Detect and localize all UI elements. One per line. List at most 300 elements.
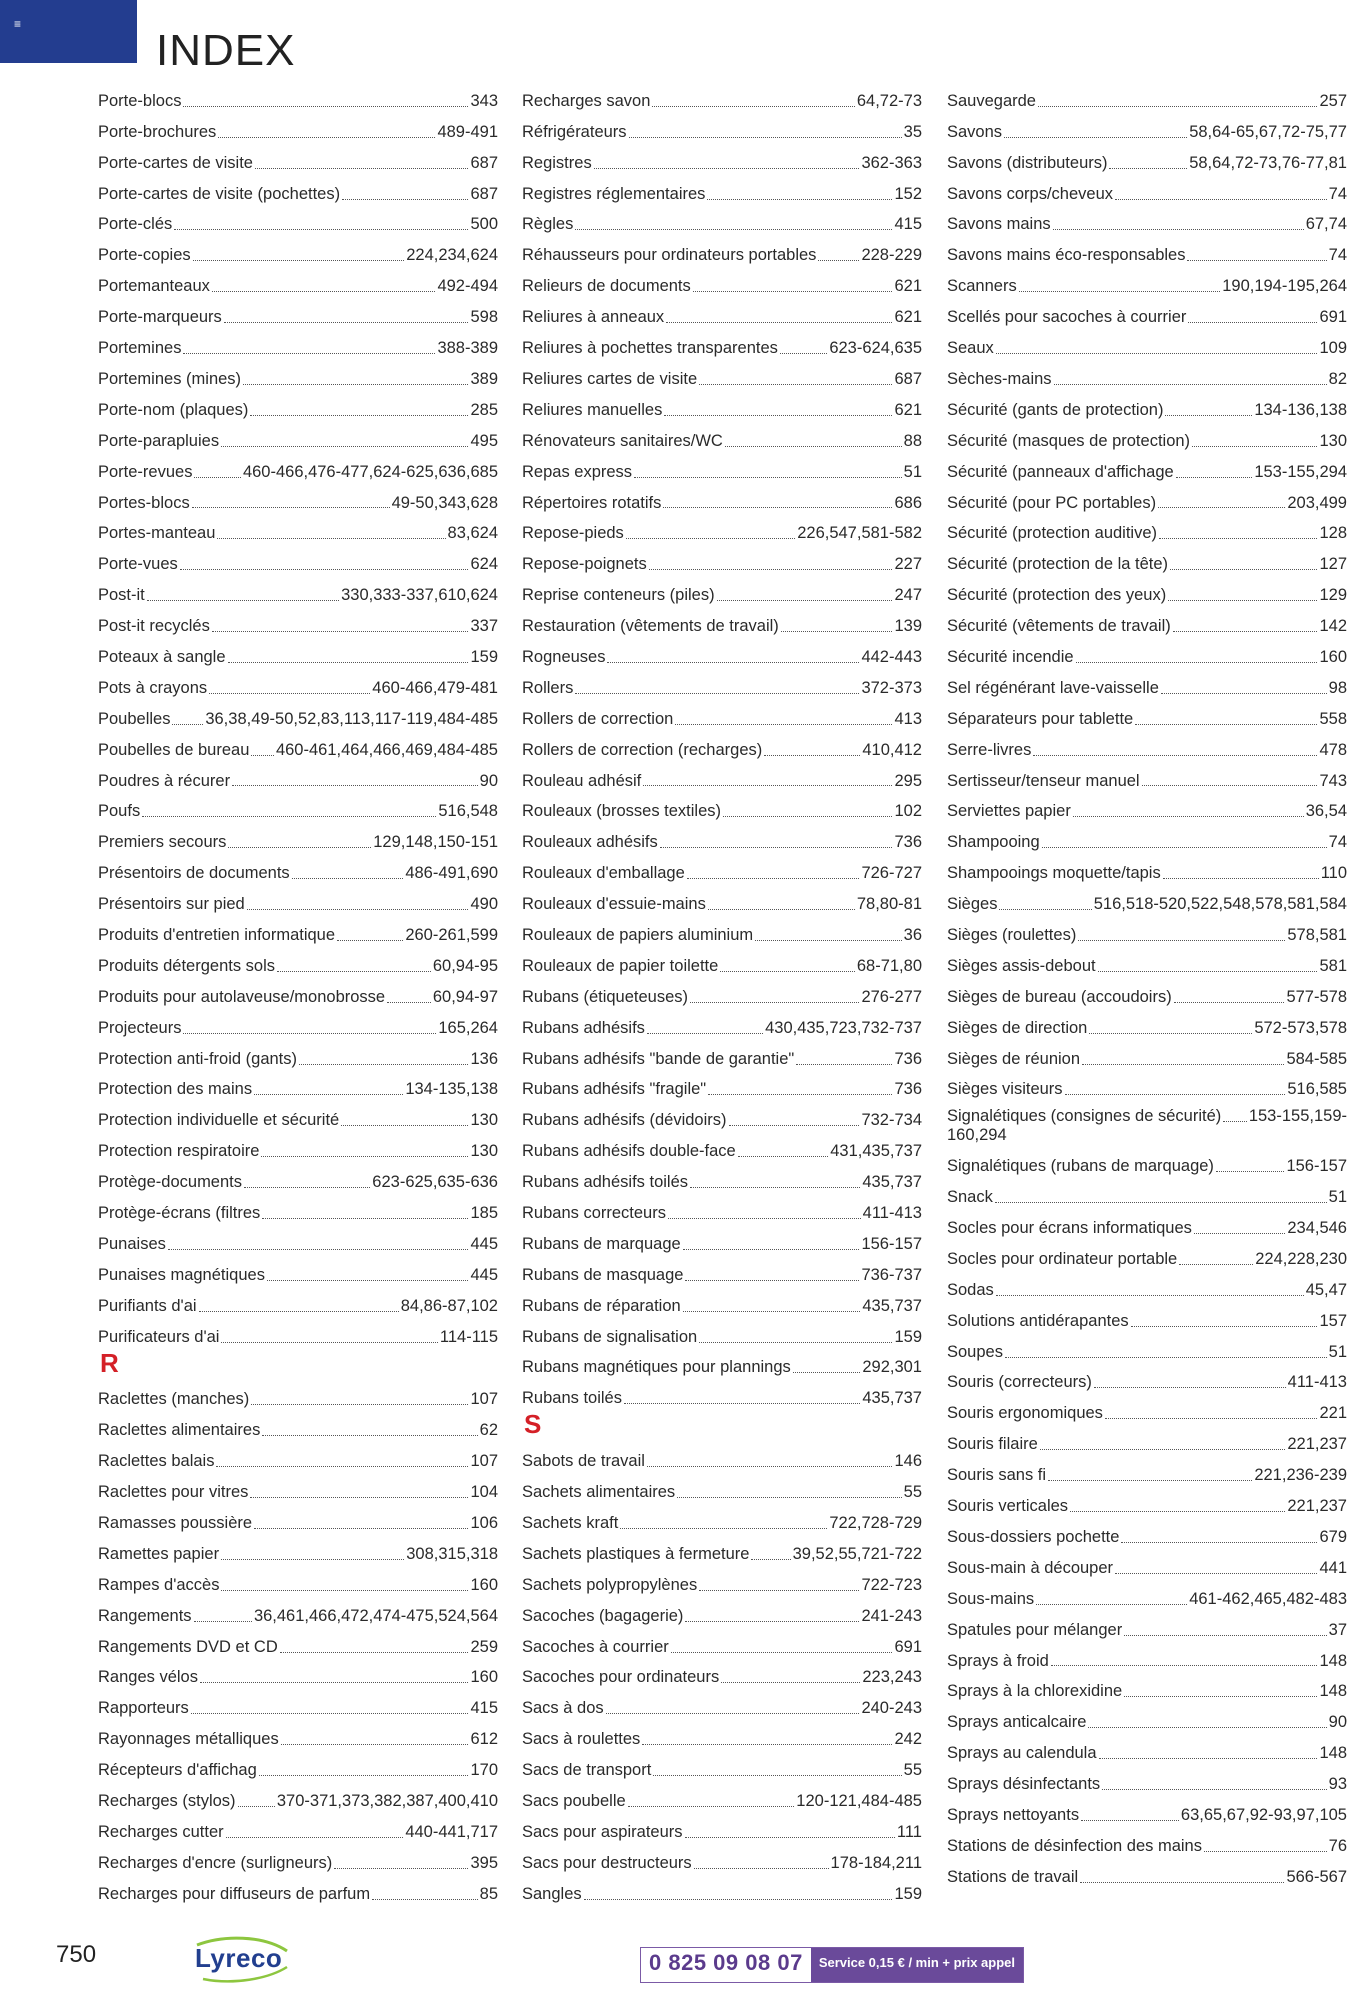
entry-term: Protection anti-froid (gants) — [98, 1049, 298, 1068]
entry-pages: 227 — [894, 555, 922, 574]
entry-term: Sauvegarde — [947, 91, 1036, 110]
entry-term: Savons — [947, 122, 1003, 141]
entry-term: Rouleaux de papiers aluminium — [522, 925, 754, 944]
dot-leader — [995, 1202, 1327, 1203]
dot-leader — [221, 1559, 404, 1560]
entry-pages: 516,548 — [438, 802, 498, 821]
entry-term: Raclettes balais — [98, 1452, 215, 1471]
index-entry — [947, 1269, 1347, 1300]
dot-leader — [606, 1713, 860, 1714]
index-entry — [947, 482, 1347, 513]
dot-leader — [1088, 1727, 1326, 1728]
dot-leader — [232, 785, 478, 786]
entry-term: Portemanteaux — [98, 277, 210, 296]
dot-leader — [755, 940, 902, 941]
entry-term: Sel régénérant lave-vaisselle — [947, 678, 1159, 697]
entry-term: Protège-écrans (filtres — [98, 1203, 261, 1222]
index-entry — [98, 1038, 498, 1069]
dot-leader — [250, 415, 468, 416]
entry-pages: 185 — [470, 1203, 498, 1222]
entry-term: Seaux — [947, 339, 994, 358]
index-entry — [947, 1609, 1347, 1640]
entry-term: Recharges pour diffuseurs de parfum — [98, 1884, 371, 1903]
entry-pages: 736 — [894, 1049, 922, 1068]
dot-leader — [218, 137, 435, 138]
index-entry — [522, 1223, 922, 1254]
index-entry — [98, 173, 498, 204]
index-entry — [522, 1038, 922, 1069]
dot-leader — [1115, 199, 1327, 200]
dot-leader — [1051, 1665, 1318, 1666]
dot-leader — [221, 446, 468, 447]
dot-leader — [1042, 847, 1327, 848]
entry-pages: 413 — [894, 709, 922, 728]
entry-pages: 58,64-65,67,72-75,77 — [1189, 122, 1347, 141]
dot-leader — [254, 1094, 403, 1095]
dot-leader — [643, 785, 892, 786]
entry-pages: 62 — [479, 1421, 498, 1440]
entry-term: Poubelles — [98, 709, 171, 728]
index-entry — [522, 883, 922, 914]
entry-term: Sécurité (masques de protection) — [947, 431, 1191, 450]
entry-pages: 736-737 — [861, 1265, 922, 1284]
index-entry — [98, 1440, 498, 1471]
dot-leader — [1142, 785, 1318, 786]
dot-leader — [1163, 878, 1319, 879]
entry-term: Sécurité (pour PC portables) — [947, 493, 1157, 512]
entry-term: Sécurité (protection de la tête) — [947, 555, 1169, 574]
index-entry — [947, 1362, 1347, 1393]
index-entry — [98, 729, 498, 760]
dot-leader — [1187, 260, 1326, 261]
entry-pages: 260-261,599 — [405, 925, 498, 944]
entry-term: Sacs de transport — [522, 1761, 652, 1780]
entry-term: Shampooings moquette/tapis — [947, 864, 1161, 883]
entry-pages: 516,585 — [1287, 1080, 1347, 1099]
entry-term: Rubans magnétiques pour plannings — [522, 1358, 791, 1377]
entry-pages: 106 — [470, 1514, 498, 1532]
dot-leader — [280, 1652, 469, 1653]
index-entry — [522, 729, 922, 760]
entry-pages: 221,237 — [1287, 1435, 1347, 1454]
dot-leader — [663, 507, 892, 508]
entry-pages: 500 — [470, 215, 498, 234]
entry-pages: 130 — [470, 1111, 498, 1130]
entry-pages: 442-443 — [861, 647, 922, 666]
index-entry — [947, 1038, 1347, 1069]
dot-leader — [647, 1466, 893, 1467]
index-entry — [947, 605, 1347, 636]
dot-leader — [172, 724, 203, 725]
entry-pages: 82 — [1328, 369, 1347, 388]
index-entry — [98, 1842, 498, 1873]
phone-number: 0 825 09 08 07 — [641, 1948, 811, 1982]
entry-pages: 223,243 — [862, 1668, 922, 1687]
dot-leader — [217, 538, 445, 539]
dot-leader — [281, 1744, 469, 1745]
entry-pages: 395 — [470, 1853, 498, 1872]
logo-text: Lyreco — [195, 1943, 283, 1973]
entry-pages: 224,228,230 — [1255, 1249, 1347, 1268]
index-entry — [98, 1595, 498, 1626]
index-entry — [98, 1069, 498, 1100]
entry-term: Sprays à froid — [947, 1651, 1049, 1670]
entry-pages: 221 — [1319, 1404, 1347, 1423]
entry-term: Porte-parapluies — [98, 431, 220, 450]
dot-leader — [193, 260, 405, 261]
entry-term: Sprays anticalcaire — [947, 1713, 1087, 1732]
entry-pages: 566-567 — [1286, 1867, 1347, 1886]
index-entry — [522, 852, 922, 883]
entry-pages: 37 — [1328, 1620, 1347, 1639]
entry-pages: 490 — [470, 895, 498, 914]
entry-pages: 389 — [470, 369, 498, 388]
entry-term: Sacs à roulettes — [522, 1730, 641, 1749]
entry-term: Sécurité (gants de protection) — [947, 400, 1164, 419]
index-entry — [522, 574, 922, 605]
index-entry — [522, 1873, 922, 1904]
entry-term: Rubans de réparation — [522, 1296, 681, 1315]
dot-leader — [1094, 1387, 1286, 1388]
index-entry — [522, 1130, 922, 1161]
entry-term: Rogneuses — [522, 647, 606, 666]
entry-term: Souris ergonomiques — [947, 1404, 1103, 1423]
dot-leader — [1173, 631, 1318, 632]
dot-leader — [1082, 1064, 1284, 1065]
index-entry — [947, 574, 1347, 605]
index-entry — [98, 1657, 498, 1688]
entry-pages: 159 — [894, 1884, 922, 1903]
entry-pages: 343 — [470, 91, 498, 110]
dot-leader — [261, 1156, 468, 1157]
dot-leader — [690, 1187, 860, 1188]
entry-term: Pots à crayons — [98, 678, 208, 697]
lyreco-logo — [183, 1937, 293, 1983]
dot-leader — [1124, 1635, 1326, 1636]
dot-leader — [212, 291, 436, 292]
entry-term: Poufs — [98, 802, 141, 821]
index-entry — [522, 1192, 922, 1223]
entry-pages: 224,234,624 — [406, 246, 498, 265]
index-entry — [522, 1595, 922, 1626]
dot-leader — [626, 538, 795, 539]
entry-term: Recharges savon — [522, 91, 651, 110]
entry-term: Sièges assis-debout — [947, 956, 1096, 975]
index-entry — [522, 790, 922, 821]
entry-pages: 435,737 — [862, 1296, 922, 1315]
entry-pages: 388-389 — [437, 339, 498, 358]
index-entry — [98, 1099, 498, 1130]
dot-leader — [642, 1744, 892, 1745]
entry-term: Punaises magnétiques — [98, 1265, 265, 1284]
entry-pages: 128 — [1319, 524, 1347, 543]
index-entry — [522, 1687, 922, 1718]
dot-leader — [647, 1033, 763, 1034]
entry-pages: 153-155,159- — [1248, 1107, 1347, 1126]
index-entry — [947, 852, 1347, 883]
entry-pages: 492-494 — [437, 277, 498, 296]
dot-leader — [221, 1342, 437, 1343]
entry-term: Raclettes alimentaires — [98, 1421, 261, 1440]
dot-leader — [337, 940, 403, 941]
entry-term: Rubans adhésifs — [522, 1018, 645, 1037]
dot-leader — [1121, 1542, 1317, 1543]
dot-leader — [717, 600, 893, 601]
dot-leader — [1099, 1758, 1318, 1759]
entry-term: Souris sans fi — [947, 1466, 1047, 1485]
dot-leader — [796, 1064, 892, 1065]
entry-term: Restauration (vêtements de travail) — [522, 617, 779, 636]
entry-pages: 153-155,294 — [1254, 462, 1347, 481]
entry-term: Poudres à récurer — [98, 771, 231, 790]
index-entry — [947, 1701, 1347, 1732]
entry-pages: 107 — [470, 1452, 498, 1471]
entry-term: Sodas — [947, 1280, 994, 1299]
entry-term: Porte-cartes de visite — [98, 153, 253, 172]
index-entry — [98, 1780, 498, 1811]
entry-pages: 445 — [470, 1265, 498, 1284]
entry-pages: 445 — [470, 1234, 498, 1253]
entry-pages: 440-441,717 — [405, 1822, 498, 1841]
entry-pages: 107 — [470, 1390, 498, 1409]
entry-term: Socles pour écrans informatiques — [947, 1219, 1192, 1238]
dot-leader — [996, 1295, 1304, 1296]
entry-pages: 516,518-520,522,548,578,581,584 — [1093, 895, 1347, 914]
entry-pages: 55 — [903, 1483, 922, 1502]
index-entry — [947, 1856, 1347, 1887]
entry-term: Rouleaux adhésifs — [522, 833, 658, 852]
index-entry — [522, 1161, 922, 1192]
index-entry — [947, 821, 1347, 852]
index-entry — [98, 1379, 498, 1410]
entry-pages: 88 — [903, 431, 922, 450]
index-entry — [522, 482, 922, 513]
entry-pages: 102 — [894, 802, 922, 821]
dot-leader — [1192, 446, 1317, 447]
dot-leader — [607, 662, 859, 663]
index-entry — [947, 1069, 1347, 1100]
dot-leader — [1115, 1573, 1317, 1574]
dot-leader — [699, 1342, 892, 1343]
dot-leader — [720, 971, 855, 972]
dot-leader — [1161, 693, 1327, 694]
index-entry — [947, 1670, 1347, 1701]
entry-pages: 295 — [894, 771, 922, 790]
dot-leader — [341, 1125, 468, 1126]
dot-leader — [649, 569, 893, 570]
entry-pages: 129,148,150-151 — [373, 833, 498, 852]
dot-leader — [594, 168, 860, 169]
entry-term: Sièges de réunion — [947, 1049, 1081, 1068]
dot-leader — [1053, 229, 1304, 230]
dot-leader — [1158, 507, 1285, 508]
entry-pages: 160 — [470, 1575, 498, 1594]
entry-pages: 60,94-95 — [432, 956, 498, 975]
index-entry — [98, 1749, 498, 1780]
dot-leader — [685, 1837, 895, 1838]
entry-pages: 156-157 — [861, 1234, 922, 1253]
entry-pages-continued: 160,294 — [947, 1126, 1007, 1145]
dot-leader — [781, 631, 893, 632]
dot-leader — [699, 1590, 859, 1591]
entry-pages: 621 — [894, 277, 922, 296]
entry-term: Sangles — [522, 1884, 582, 1903]
entry-term: Shampooing — [947, 833, 1040, 852]
dot-leader — [629, 137, 902, 138]
index-entry — [947, 1331, 1347, 1362]
index-entry — [947, 327, 1347, 358]
entry-term: Porte-revues — [98, 462, 193, 481]
dot-leader — [694, 1868, 829, 1869]
index-entry — [522, 420, 922, 451]
entry-pages: 415 — [470, 1699, 498, 1718]
index-entry — [947, 296, 1347, 327]
entry-term: Règles — [522, 215, 574, 234]
entry-pages: 435,737 — [862, 1389, 922, 1408]
entry-term: Sacs pour aspirateurs — [522, 1822, 683, 1841]
dot-leader — [1176, 477, 1253, 478]
dot-leader — [1194, 1233, 1285, 1234]
entry-term: Rouleau adhésif — [522, 771, 642, 790]
index-entry — [522, 1007, 922, 1038]
dot-leader — [1168, 600, 1317, 601]
index-entry — [522, 1099, 922, 1130]
dot-leader — [1223, 1121, 1247, 1122]
entry-pages: 435,737 — [862, 1173, 922, 1192]
dot-leader — [708, 1094, 892, 1095]
index-entry — [947, 1516, 1347, 1547]
entry-pages: 55 — [903, 1761, 922, 1780]
index-entry — [947, 142, 1347, 173]
index-entry — [522, 142, 922, 173]
entry-pages: 486-491,690 — [405, 864, 498, 883]
dot-leader — [1054, 384, 1327, 385]
entry-term: Scanners — [947, 277, 1017, 296]
entry-pages: 372-373 — [861, 678, 922, 697]
entry-pages: 148 — [1319, 1651, 1347, 1670]
index-entry — [947, 1763, 1347, 1794]
entry-pages: 160 — [1319, 647, 1347, 666]
entry-term: Reliures à anneaux — [522, 308, 665, 327]
entry-term: Souris filaire — [947, 1435, 1038, 1454]
dot-leader — [224, 322, 469, 323]
dot-leader — [194, 477, 240, 478]
entry-pages: 148 — [1319, 1744, 1347, 1763]
dot-leader — [1131, 1326, 1318, 1327]
entry-term: Portes-manteau — [98, 524, 216, 543]
index-entry — [98, 1254, 498, 1285]
entry-term: Sièges (roulettes) — [947, 925, 1077, 944]
entry-term: Sacs à dos — [522, 1699, 604, 1718]
entry-pages: 411-413 — [862, 1203, 922, 1222]
section-letter: R — [100, 1347, 119, 1378]
dot-leader — [174, 229, 468, 230]
index-entry — [522, 1254, 922, 1285]
entry-pages: 441 — [1319, 1558, 1347, 1577]
dot-leader — [1040, 1449, 1286, 1450]
entry-term: Purifiants d'ai — [98, 1296, 197, 1315]
dot-leader — [262, 1435, 477, 1436]
entry-pages: 190,194-195,264 — [1222, 277, 1347, 296]
entry-pages: 74 — [1328, 184, 1347, 203]
entry-pages: 478 — [1319, 740, 1347, 759]
dot-leader — [1102, 1789, 1326, 1790]
entry-term: Sprays au calendula — [947, 1744, 1097, 1763]
dot-leader — [683, 1249, 860, 1250]
index-entry — [522, 605, 922, 636]
index-entry — [522, 1440, 922, 1471]
dot-leader — [584, 1899, 893, 1900]
entry-pages: 49-50,343,628 — [391, 493, 498, 512]
dot-leader — [575, 693, 859, 694]
dot-leader — [251, 1404, 468, 1405]
index-entry — [98, 1718, 498, 1749]
entry-pages: 134-136,138 — [1254, 400, 1347, 419]
dot-leader — [209, 693, 370, 694]
dot-leader — [685, 1621, 859, 1622]
entry-pages: 415 — [894, 215, 922, 234]
dot-leader — [707, 199, 892, 200]
entry-pages: 134-135,138 — [405, 1080, 498, 1099]
dot-leader — [677, 1497, 901, 1498]
entry-term: Signalétiques (rubans de marquage) — [947, 1157, 1214, 1176]
entry-term: Protège-documents — [98, 1173, 242, 1192]
index-entry — [98, 234, 498, 265]
entry-term: Sabots de travail — [522, 1452, 645, 1471]
dot-leader — [183, 1033, 436, 1034]
entry-term: Souris (correcteurs) — [947, 1373, 1092, 1392]
entry-term: Ramasses poussière — [98, 1514, 253, 1532]
index-entry — [98, 1316, 498, 1347]
index-entry — [98, 636, 498, 667]
index-entry — [947, 80, 1347, 111]
index-entry — [98, 1533, 498, 1564]
index-entry — [98, 760, 498, 791]
dot-leader — [725, 446, 902, 447]
entry-term: Spatules pour mélanger — [947, 1620, 1123, 1639]
index-entry — [522, 1811, 922, 1842]
index-entry — [98, 512, 498, 543]
entry-term: Porte-brochures — [98, 122, 217, 141]
entry-pages: 572-573,578 — [1254, 1018, 1347, 1037]
index-entry — [947, 729, 1347, 760]
index-entry — [522, 1657, 922, 1688]
dot-leader — [1048, 1480, 1252, 1481]
entry-term: Sécurité (panneaux d'affichage — [947, 462, 1174, 481]
index-entry — [522, 80, 922, 111]
index-entry — [98, 327, 498, 358]
index-entry — [947, 1099, 1347, 1145]
index-entry — [947, 543, 1347, 574]
dot-leader — [738, 1156, 829, 1157]
entry-pages: 221,236-239 — [1254, 1466, 1347, 1485]
entry-term: Rubans adhésifs double-face — [522, 1142, 736, 1161]
index-entry — [98, 389, 498, 420]
dot-leader — [192, 507, 390, 508]
dot-leader — [708, 909, 855, 910]
dot-leader — [168, 1249, 469, 1250]
dot-leader — [194, 1621, 252, 1622]
entry-term: Savons corps/cheveux — [947, 184, 1114, 203]
entry-pages: 621 — [894, 308, 922, 327]
entry-term: Porte-marqueurs — [98, 308, 222, 327]
entry-pages: 247 — [894, 586, 922, 605]
dot-leader — [183, 106, 468, 107]
dot-leader — [1078, 940, 1285, 941]
entry-pages: 111 — [896, 1822, 922, 1841]
index-entry — [947, 1794, 1347, 1825]
dot-leader — [1033, 755, 1317, 756]
